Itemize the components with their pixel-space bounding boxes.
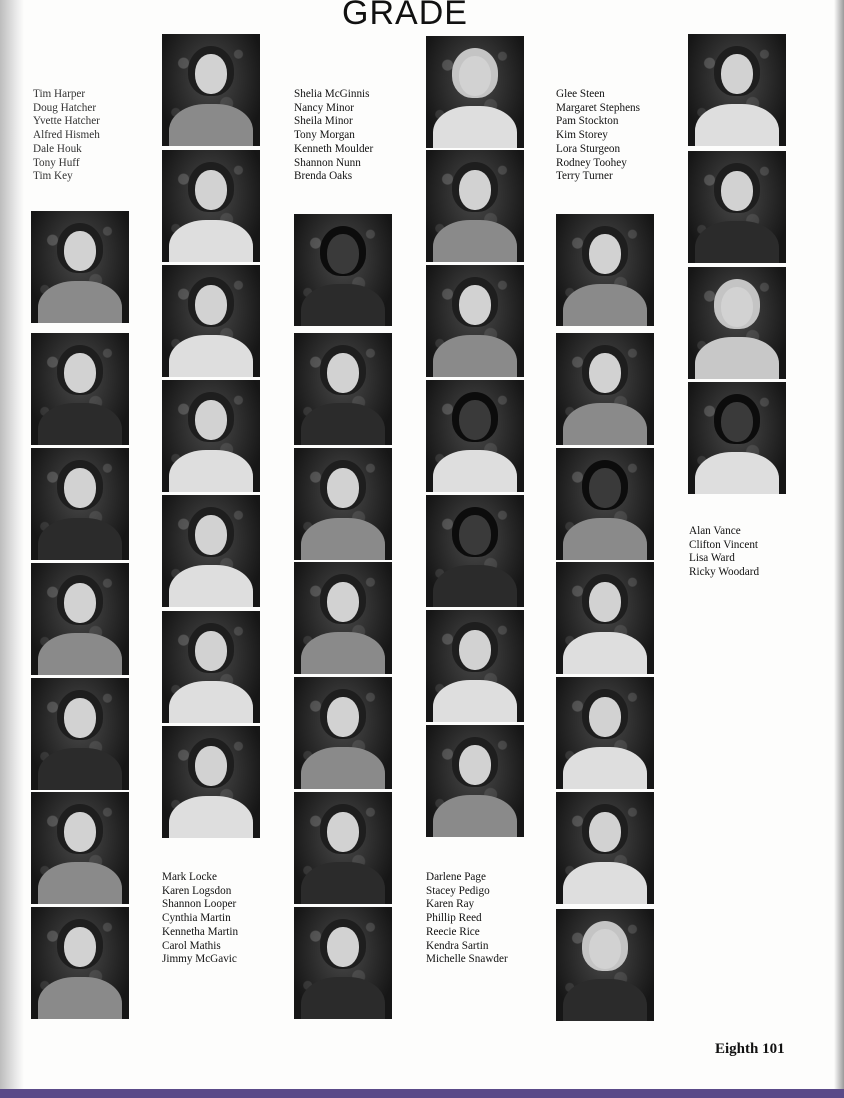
student-portrait	[162, 726, 260, 838]
student-portrait	[31, 792, 129, 904]
page-binding-shadow	[0, 0, 24, 1098]
student-portrait	[31, 211, 129, 323]
student-name: Carol Mathis	[162, 939, 221, 952]
student-name: Pam Stockton	[556, 115, 619, 128]
page-title: GRADE	[342, 0, 468, 32]
student-portrait	[688, 382, 786, 494]
student-portrait	[556, 909, 654, 1021]
student-portrait	[294, 792, 392, 904]
student-portrait	[294, 214, 392, 326]
student-name: Kenneth Moulder	[294, 142, 374, 155]
student-name: Lisa Ward	[689, 552, 735, 565]
student-name: Tim Harper	[33, 88, 86, 100]
student-portrait	[162, 34, 260, 146]
student-name: Tony Huff	[33, 156, 80, 169]
student-portrait	[556, 792, 654, 904]
student-name: Stacey Pedigo	[426, 884, 490, 897]
footer-label: Eighth	[715, 1041, 759, 1057]
student-name: Darlene Page	[426, 871, 486, 883]
student-name: Terry Turner	[556, 170, 613, 183]
student-name: Ricky Woodard	[689, 566, 760, 579]
student-portrait	[426, 150, 524, 262]
student-name: Rodney Toohey	[556, 156, 627, 169]
student-portrait	[294, 562, 392, 674]
student-name: Shannon Looper	[162, 898, 237, 911]
student-portrait	[294, 907, 392, 1019]
student-portrait	[556, 214, 654, 326]
student-name: Tony Morgan	[294, 129, 355, 142]
student-portrait	[556, 562, 654, 674]
student-name: Reecie Rice	[426, 925, 480, 938]
student-portrait	[426, 265, 524, 377]
student-name: Yvette Hatcher	[33, 115, 100, 128]
student-name: Tim Key	[33, 170, 73, 183]
student-name: Shannon Nunn	[294, 156, 361, 169]
student-portrait	[688, 267, 786, 379]
name-list-col3	[294, 88, 373, 184]
student-name: Sheila Minor	[294, 115, 353, 128]
student-name: Lora Sturgeon	[556, 142, 621, 155]
student-name: Doug Hatcher	[33, 101, 97, 114]
student-portrait	[162, 611, 260, 723]
student-portrait	[294, 448, 392, 560]
student-portrait	[556, 677, 654, 789]
student-portrait	[31, 333, 129, 445]
student-name: Clifton Vincent	[689, 538, 759, 551]
student-name: Karen Ray	[426, 898, 475, 911]
student-portrait	[162, 380, 260, 492]
student-portrait	[31, 907, 129, 1019]
student-portrait	[556, 448, 654, 560]
name-list-col4	[426, 871, 508, 967]
student-portrait	[688, 34, 786, 146]
page-edge-shadow	[834, 0, 844, 1098]
student-name: Jimmy McGavic	[162, 953, 237, 966]
student-name: Brenda Oaks	[294, 170, 353, 183]
student-portrait	[294, 333, 392, 445]
page-number: 101	[762, 1041, 785, 1057]
student-name: Alan Vance	[689, 525, 741, 537]
student-portrait	[31, 448, 129, 560]
page-footer	[715, 1041, 785, 1058]
page-bottom-edge	[0, 1089, 844, 1098]
name-list-col5	[556, 88, 640, 184]
student-portrait	[426, 725, 524, 837]
student-name: Shelia McGinnis	[294, 88, 370, 100]
student-portrait	[426, 610, 524, 722]
student-portrait	[31, 678, 129, 790]
name-list-col1	[33, 88, 100, 184]
student-portrait	[162, 150, 260, 262]
student-name: Kennetha Martin	[162, 925, 239, 938]
student-portrait	[426, 495, 524, 607]
student-portrait	[556, 333, 654, 445]
student-name: Michelle Snawder	[426, 953, 508, 966]
student-name: Karen Logsdon	[162, 884, 232, 897]
student-name: Glee Steen	[556, 88, 605, 100]
name-list-col2	[162, 871, 238, 967]
student-portrait	[162, 495, 260, 607]
student-portrait	[426, 380, 524, 492]
student-name: Dale Houk	[33, 142, 82, 155]
student-name: Kendra Sartin	[426, 939, 489, 952]
student-portrait	[31, 563, 129, 675]
student-name: Cynthia Martin	[162, 912, 231, 925]
student-portrait	[294, 677, 392, 789]
student-name: Phillip Reed	[426, 912, 482, 925]
student-portrait	[426, 36, 524, 148]
student-portrait	[688, 151, 786, 263]
student-name: Margaret Stephens	[556, 101, 640, 114]
student-name: Nancy Minor	[294, 101, 354, 114]
student-name: Alfred Hismeh	[33, 129, 100, 142]
student-name: Mark Locke	[162, 871, 217, 883]
student-portrait	[162, 265, 260, 377]
name-list-col6	[689, 525, 759, 580]
student-name: Kim Storey	[556, 129, 608, 142]
